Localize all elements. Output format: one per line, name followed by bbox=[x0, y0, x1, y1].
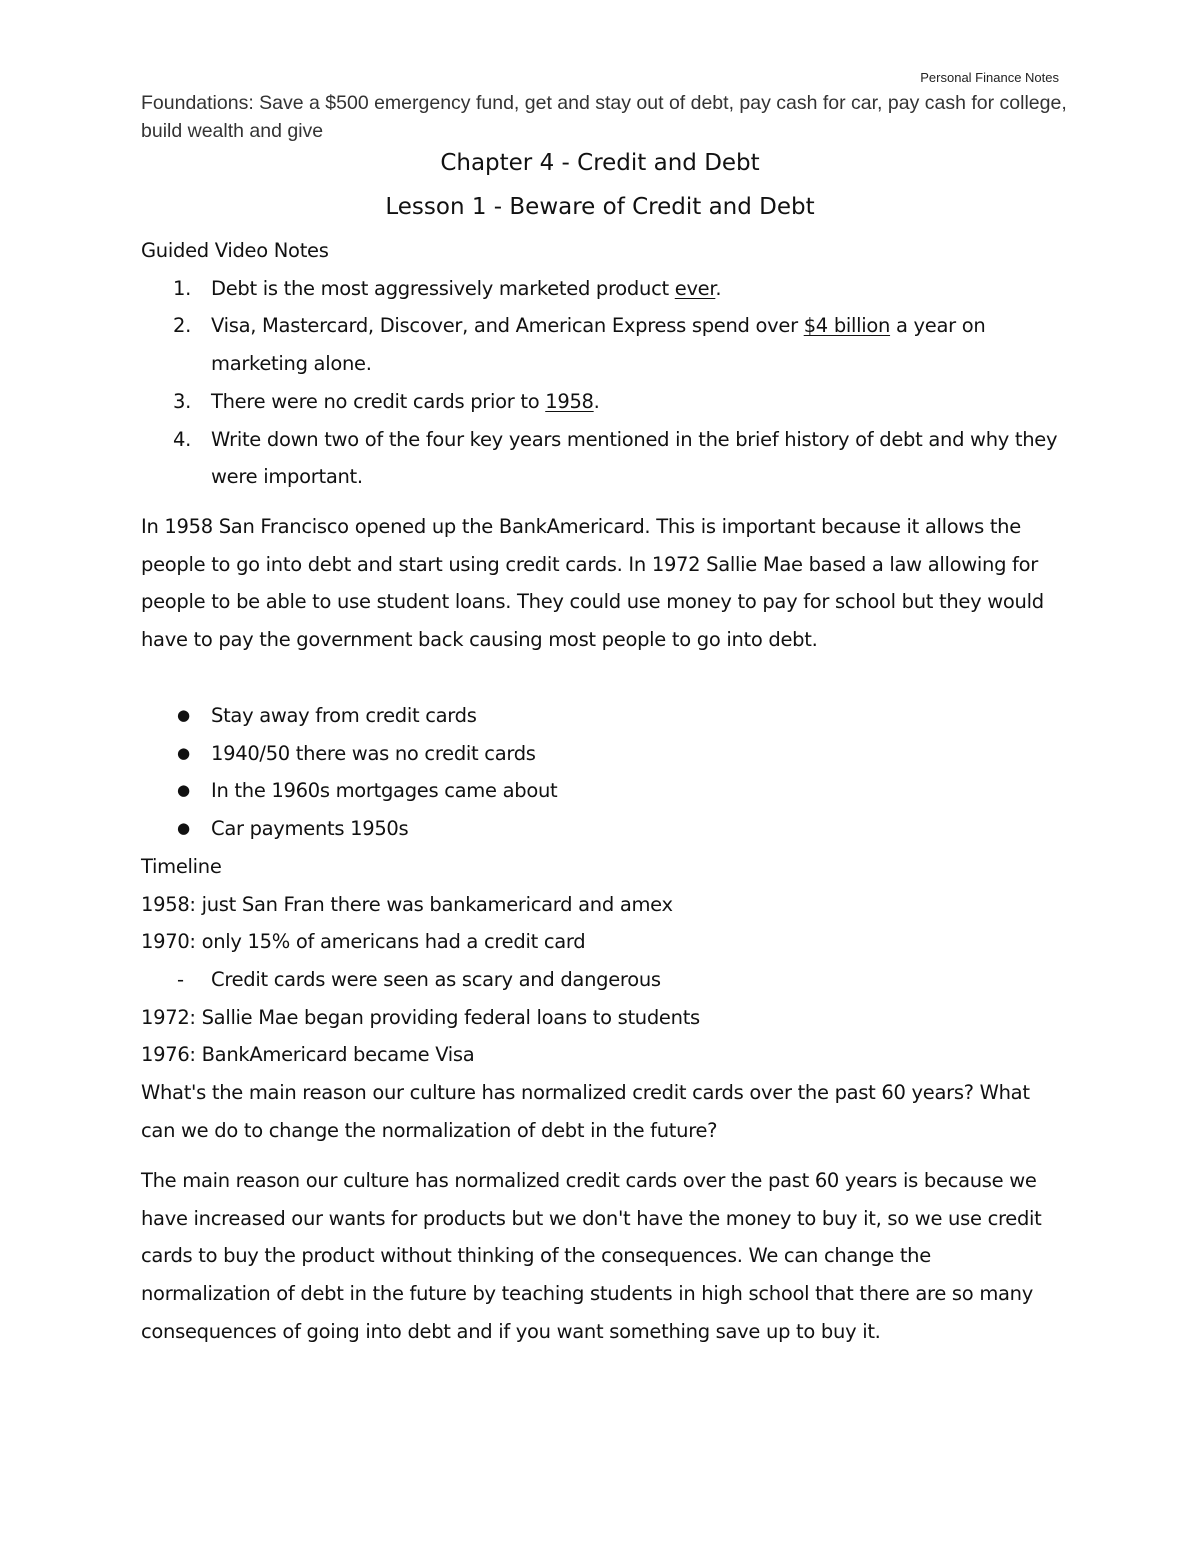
bullet-item bbox=[141, 735, 1066, 773]
bullet-icon: ● bbox=[177, 743, 190, 762]
question-text-end: . bbox=[715, 276, 722, 300]
chapter-title: Chapter 4 - Credit and Debt bbox=[440, 150, 760, 176]
question-answer: ever bbox=[674, 276, 716, 300]
question-item bbox=[141, 270, 1066, 308]
question-number: 3. bbox=[173, 389, 192, 413]
header-note: Personal Finance Notes bbox=[920, 70, 1059, 85]
history-paragraph: In 1958 San Francisco opened up the BankAmericard. This is important because it allows the people to go into debt and start using credit cards. In 1972 Sallie Mae based a law allowing for people to be able to use student loans. They could use money to pay for school but they would have to pay the government back causing most people to go into debt. bbox=[141, 515, 1044, 652]
question-text: Visa, Mastercard, Discover, and American Express spend over bbox=[211, 314, 804, 338]
timeline-subitem-text: Credit cards were seen as scary and dangerous bbox=[211, 967, 661, 991]
timeline-entry-1972: 1972: Sallie Mae began providing federal loans to students bbox=[141, 1005, 700, 1029]
question-number: 2. bbox=[173, 314, 192, 338]
question-item bbox=[141, 383, 1066, 421]
timeline-entry-1970: 1970: only 15% of americans had a credit card bbox=[141, 930, 586, 954]
bullet-text: 1940/50 there was no credit cards bbox=[211, 741, 536, 765]
timeline-subitem bbox=[141, 961, 1066, 999]
bullet-item bbox=[141, 810, 1066, 848]
bullet-text: Car payments 1950s bbox=[211, 817, 409, 841]
question-text: Debt is the most aggressively marketed product bbox=[211, 276, 675, 300]
question-number: 1. bbox=[173, 276, 192, 300]
question-answer: $4 billion bbox=[803, 314, 891, 338]
bullet-text: In the 1960s mortgages came about bbox=[211, 779, 558, 803]
question-text-end: a year on marketing alone. bbox=[211, 314, 986, 376]
guided-notes-section bbox=[141, 232, 1066, 496]
bullet-icon: ● bbox=[177, 819, 190, 838]
bullet-icon: ● bbox=[177, 781, 190, 800]
bullet-item bbox=[141, 772, 1066, 810]
bullet-icon: ● bbox=[177, 706, 190, 724]
question-text: There were no credit cards prior to bbox=[211, 389, 546, 413]
question-item bbox=[141, 421, 1066, 496]
notes-bullets bbox=[141, 697, 1066, 1074]
question-text: Write down two of the four key years mentioned in the brief history of debt and why they were important. bbox=[211, 427, 1058, 489]
question-item bbox=[141, 307, 1066, 382]
timeline-entry-1958: 1958: just San Fran there was bankamericard and amex bbox=[141, 892, 673, 916]
bullet-item bbox=[141, 697, 1066, 735]
reflection-answer: The main reason our culture has normalized credit cards over the past 60 years is because we have increased our wants for products but we don't have the money to buy it, so we use credit cards to buy the product without thinking of the consequences. We can change the normalization of debt in the future by teaching students in high school that there are so many consequences of going into debt and if you want something save up to buy it. bbox=[141, 1169, 1042, 1343]
foundations-text: Foundations: Save a $500 emergency fund, get and stay out of debt, pay cash for car, pay cash for college, build wealth and give bbox=[141, 92, 1067, 142]
question-answer: 1958 bbox=[545, 389, 594, 413]
dash-marker: - bbox=[177, 967, 184, 991]
section-label: Guided Video Notes bbox=[141, 239, 329, 262]
question-number: 4. bbox=[173, 427, 192, 451]
lesson-title: Lesson 1 - Beware of Credit and Debt bbox=[385, 194, 815, 220]
question-text-end: . bbox=[593, 389, 600, 413]
timeline-label: Timeline bbox=[141, 854, 222, 878]
bullet-text: Stay away from credit cards bbox=[211, 704, 477, 727]
timeline-entry-1976: 1976: BankAmericard became Visa bbox=[141, 1043, 475, 1067]
reflection-question: What's the main reason our culture has normalized credit cards over the past 60 years? What can we do to change the normalization of debt in the future? bbox=[141, 1081, 1030, 1142]
